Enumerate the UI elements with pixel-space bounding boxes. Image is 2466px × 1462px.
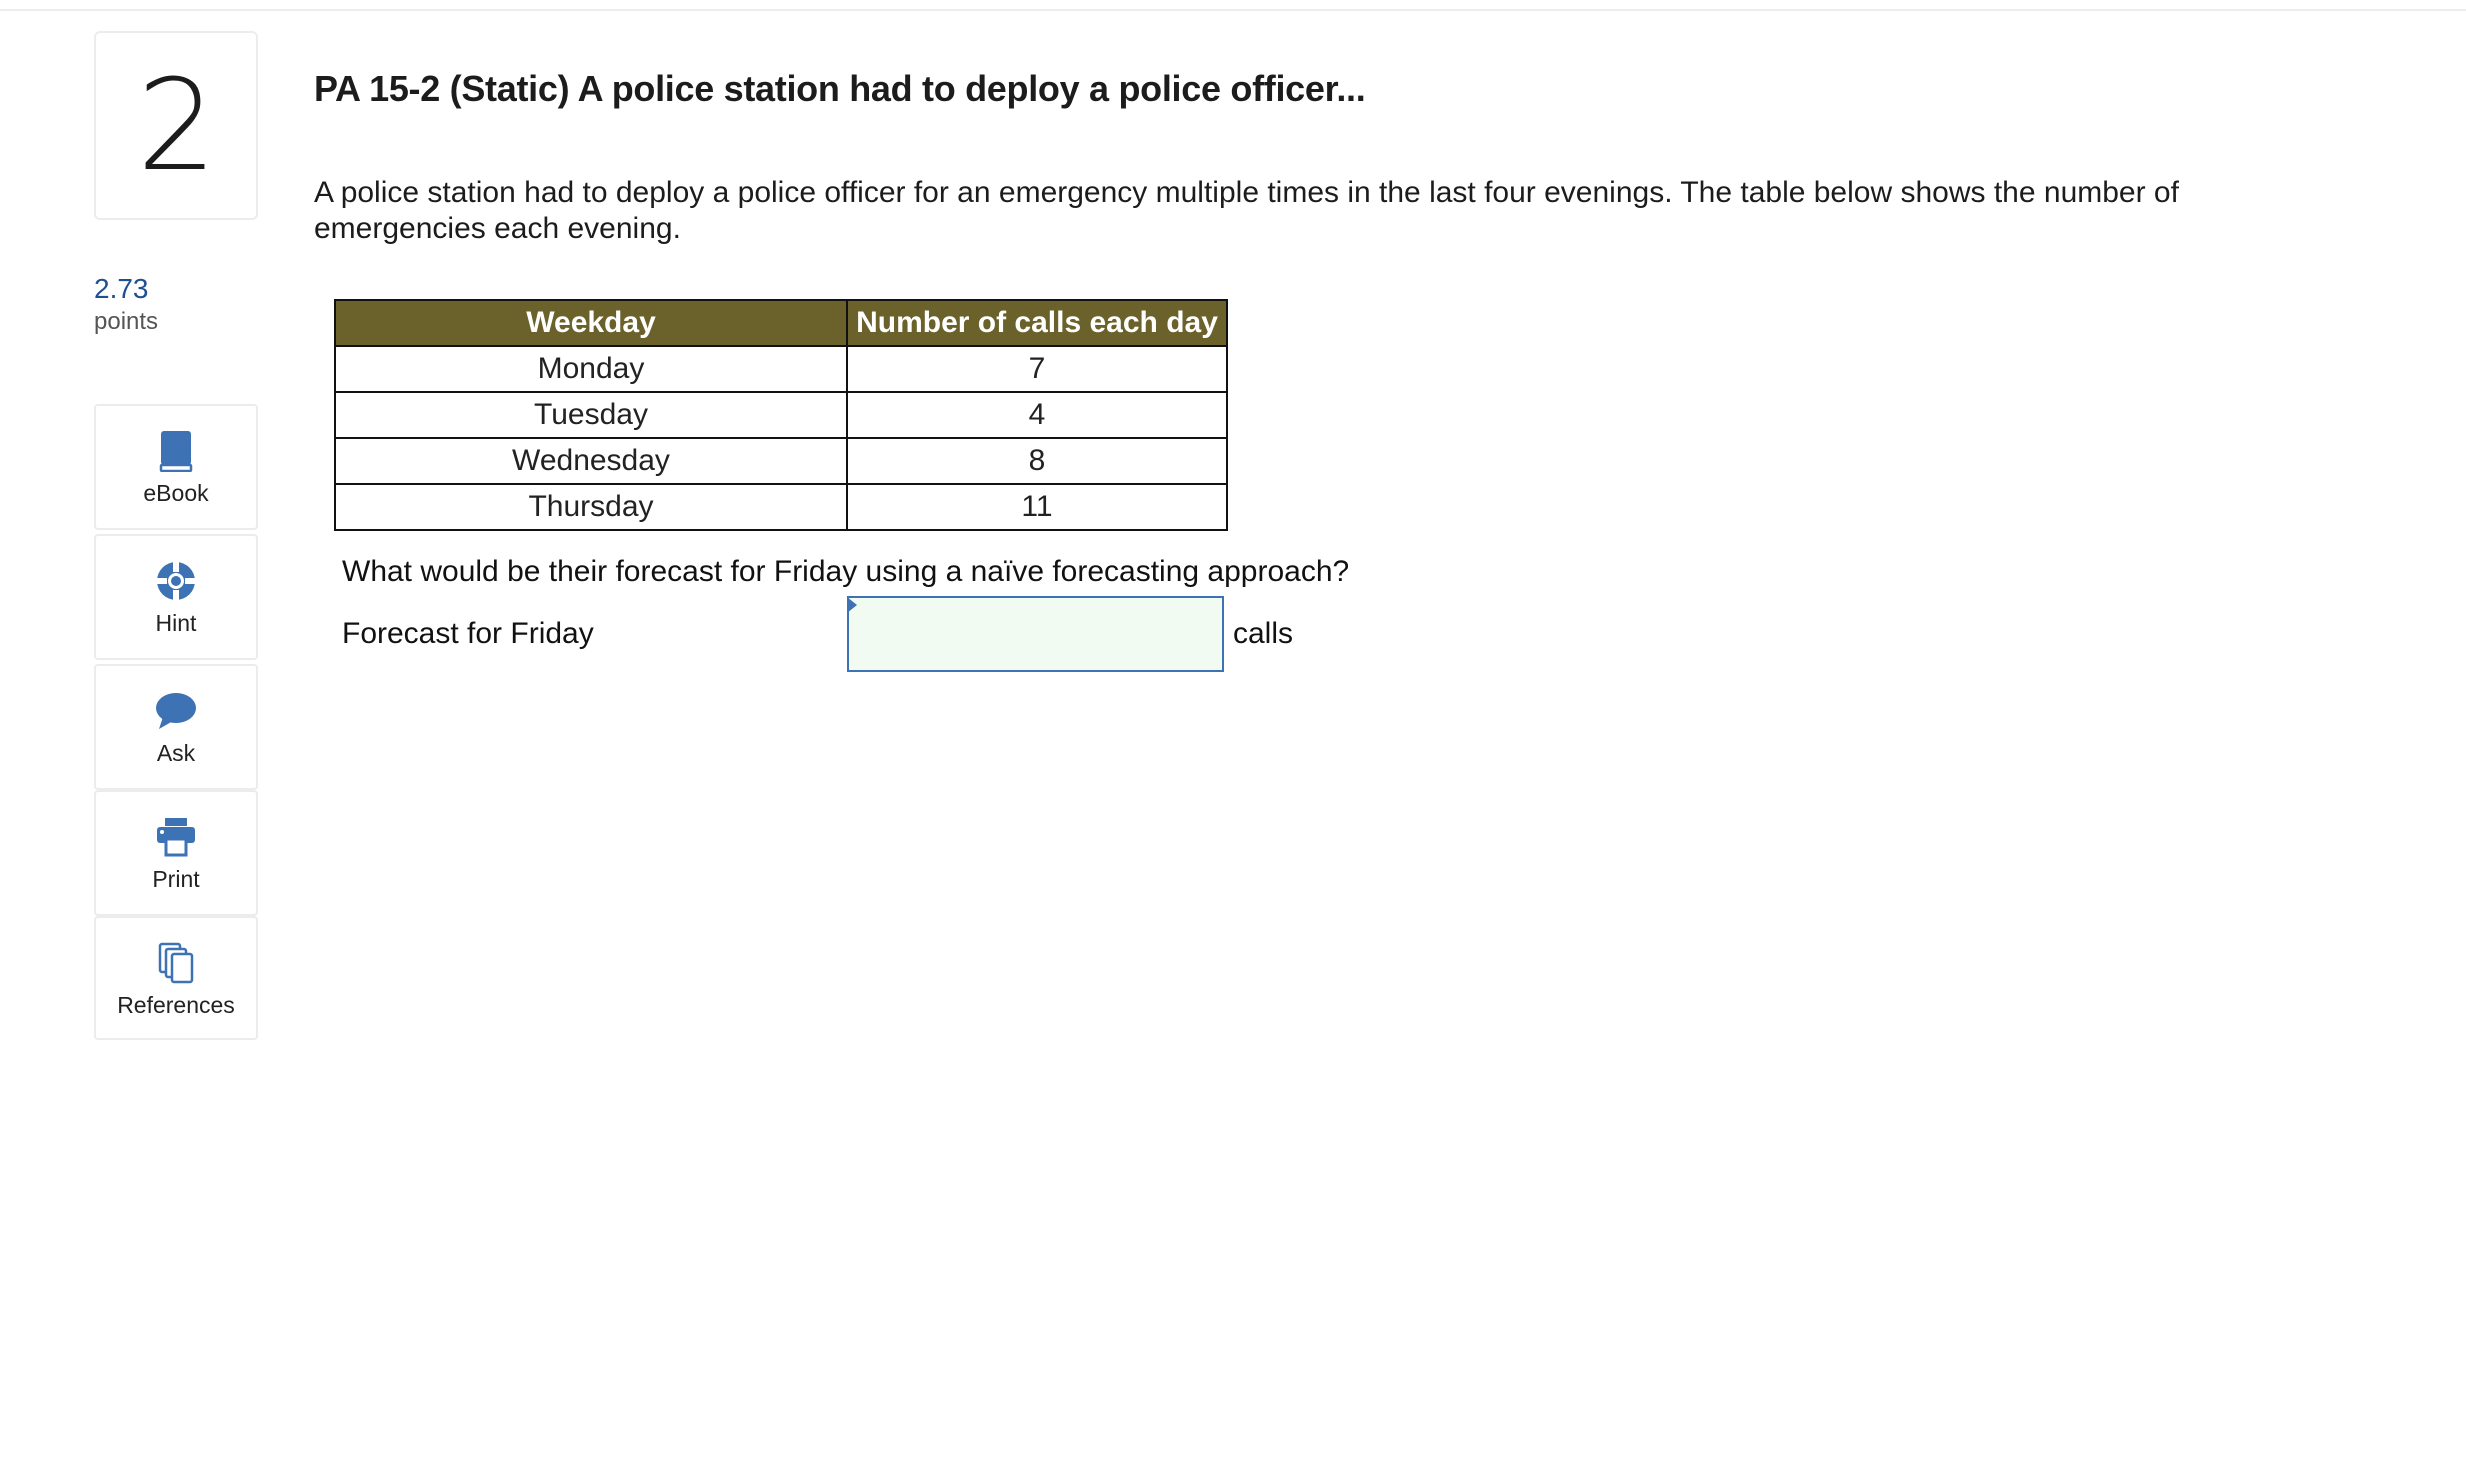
- ebook-label: eBook: [143, 480, 209, 506]
- forecast-label: Forecast for Friday: [342, 617, 594, 650]
- print-button[interactable]: [94, 790, 258, 916]
- calls-cell: 4: [847, 392, 1227, 438]
- hint-label: Hint: [155, 610, 197, 636]
- points-value: 2.73: [94, 273, 149, 304]
- weekday-cell: Tuesday: [335, 392, 847, 438]
- forecast-input[interactable]: [847, 596, 1224, 672]
- column-header-calls: Number of calls each day: [847, 300, 1227, 346]
- table-row: [335, 346, 1227, 392]
- column-header-weekday: Weekday: [335, 300, 847, 346]
- table-row: [335, 392, 1227, 438]
- ebook-button[interactable]: [94, 404, 258, 530]
- calls-cell: 7: [847, 346, 1227, 392]
- references-button[interactable]: [94, 916, 258, 1040]
- references-label: References: [117, 992, 235, 1018]
- top-divider: [0, 0, 2466, 11]
- table-header-row: [335, 300, 1227, 346]
- printer-icon: [155, 816, 197, 858]
- question-prompt: A police station had to deploy a police officer for an emergency multiple times in the last four evenings. The table below shows the number of emergencies each evening.: [314, 176, 2179, 245]
- question-title: PA 15-2 (Static) A police station had to deploy a police officer...: [314, 68, 1366, 109]
- unit-label: calls: [1233, 617, 1294, 650]
- calls-cell: 11: [847, 484, 1227, 530]
- points-label: points: [94, 308, 159, 335]
- documents-icon: [155, 942, 197, 984]
- input-flag-icon: [847, 597, 857, 613]
- calls-cell: 8: [847, 438, 1227, 484]
- weekday-cell: Wednesday: [335, 438, 847, 484]
- print-label: Print: [152, 866, 200, 892]
- table-row: [335, 438, 1227, 484]
- book-icon: [155, 430, 197, 472]
- weekday-cell: Monday: [335, 346, 847, 392]
- ask-label: Ask: [156, 740, 196, 766]
- table-row: [335, 484, 1227, 530]
- lifebuoy-icon: [155, 560, 197, 602]
- weekday-cell: Thursday: [335, 484, 847, 530]
- question-number: 2: [94, 31, 258, 220]
- hint-button[interactable]: [94, 534, 258, 660]
- sub-question: What would be their forecast for Friday using a naïve forecasting approach?: [342, 555, 1350, 588]
- ask-button[interactable]: [94, 664, 258, 790]
- speech-bubble-icon: [155, 690, 197, 732]
- calls-table: [334, 299, 1228, 531]
